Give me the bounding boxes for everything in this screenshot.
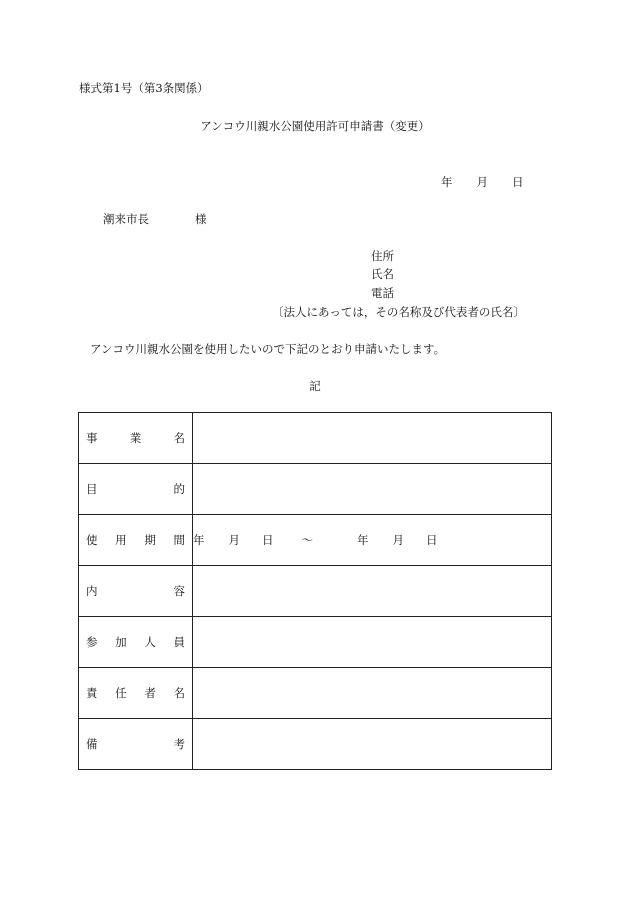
applicant-name-label: 氏名 <box>371 267 394 281</box>
period-field[interactable]: 年 月 日 ～ 年 月 日 <box>193 515 552 566</box>
table-row-remarks <box>79 719 552 770</box>
row-label: 参 加 人 員 <box>79 617 193 668</box>
table-row-business-name <box>79 413 552 464</box>
date-year: 年 <box>441 175 453 189</box>
applicant-address-label: 住所 <box>371 249 394 263</box>
addressee-name: 潮来市長 <box>103 212 149 226</box>
date-line <box>441 175 524 189</box>
table-row-period <box>79 515 552 566</box>
row-label: 使 用 期 間 <box>79 515 193 566</box>
participants-field[interactable] <box>193 617 552 668</box>
table-row-responsible-person <box>79 668 552 719</box>
applicant-phone-label: 電話 <box>371 286 394 300</box>
responsible-person-field[interactable] <box>193 668 552 719</box>
applicant-corporate-note: 〔法人にあっては，その名称及び代表者の氏名〕 <box>272 305 525 319</box>
table-row-purpose <box>79 464 552 515</box>
row-label: 目 的 <box>79 464 193 515</box>
table-row-participants <box>79 617 552 668</box>
row-label: 事 業 名 <box>79 413 193 464</box>
row-label: 備 考 <box>79 719 193 770</box>
purpose-field[interactable] <box>193 464 552 515</box>
row-label: 内 容 <box>79 566 193 617</box>
document-title: アンコウ川親水公園使用許可申請書（変更） <box>200 119 430 133</box>
addressee-honorific: 様 <box>195 212 207 226</box>
row-label: 責 任 者 名 <box>79 668 193 719</box>
business-name-field[interactable] <box>193 413 552 464</box>
date-day: 日 <box>512 175 524 189</box>
table-row-content <box>79 566 552 617</box>
request-sentence: アンコウ川親水公園を使用したいので下記のとおり申請いたします。 <box>90 342 446 356</box>
form-number: 様式第1号（第3条関係） <box>79 81 209 95</box>
remarks-field[interactable] <box>193 719 552 770</box>
date-month: 月 <box>476 175 488 189</box>
ki-heading: 記 <box>309 379 321 393</box>
content-field[interactable] <box>193 566 552 617</box>
addressee <box>103 212 207 226</box>
application-table <box>78 412 552 770</box>
